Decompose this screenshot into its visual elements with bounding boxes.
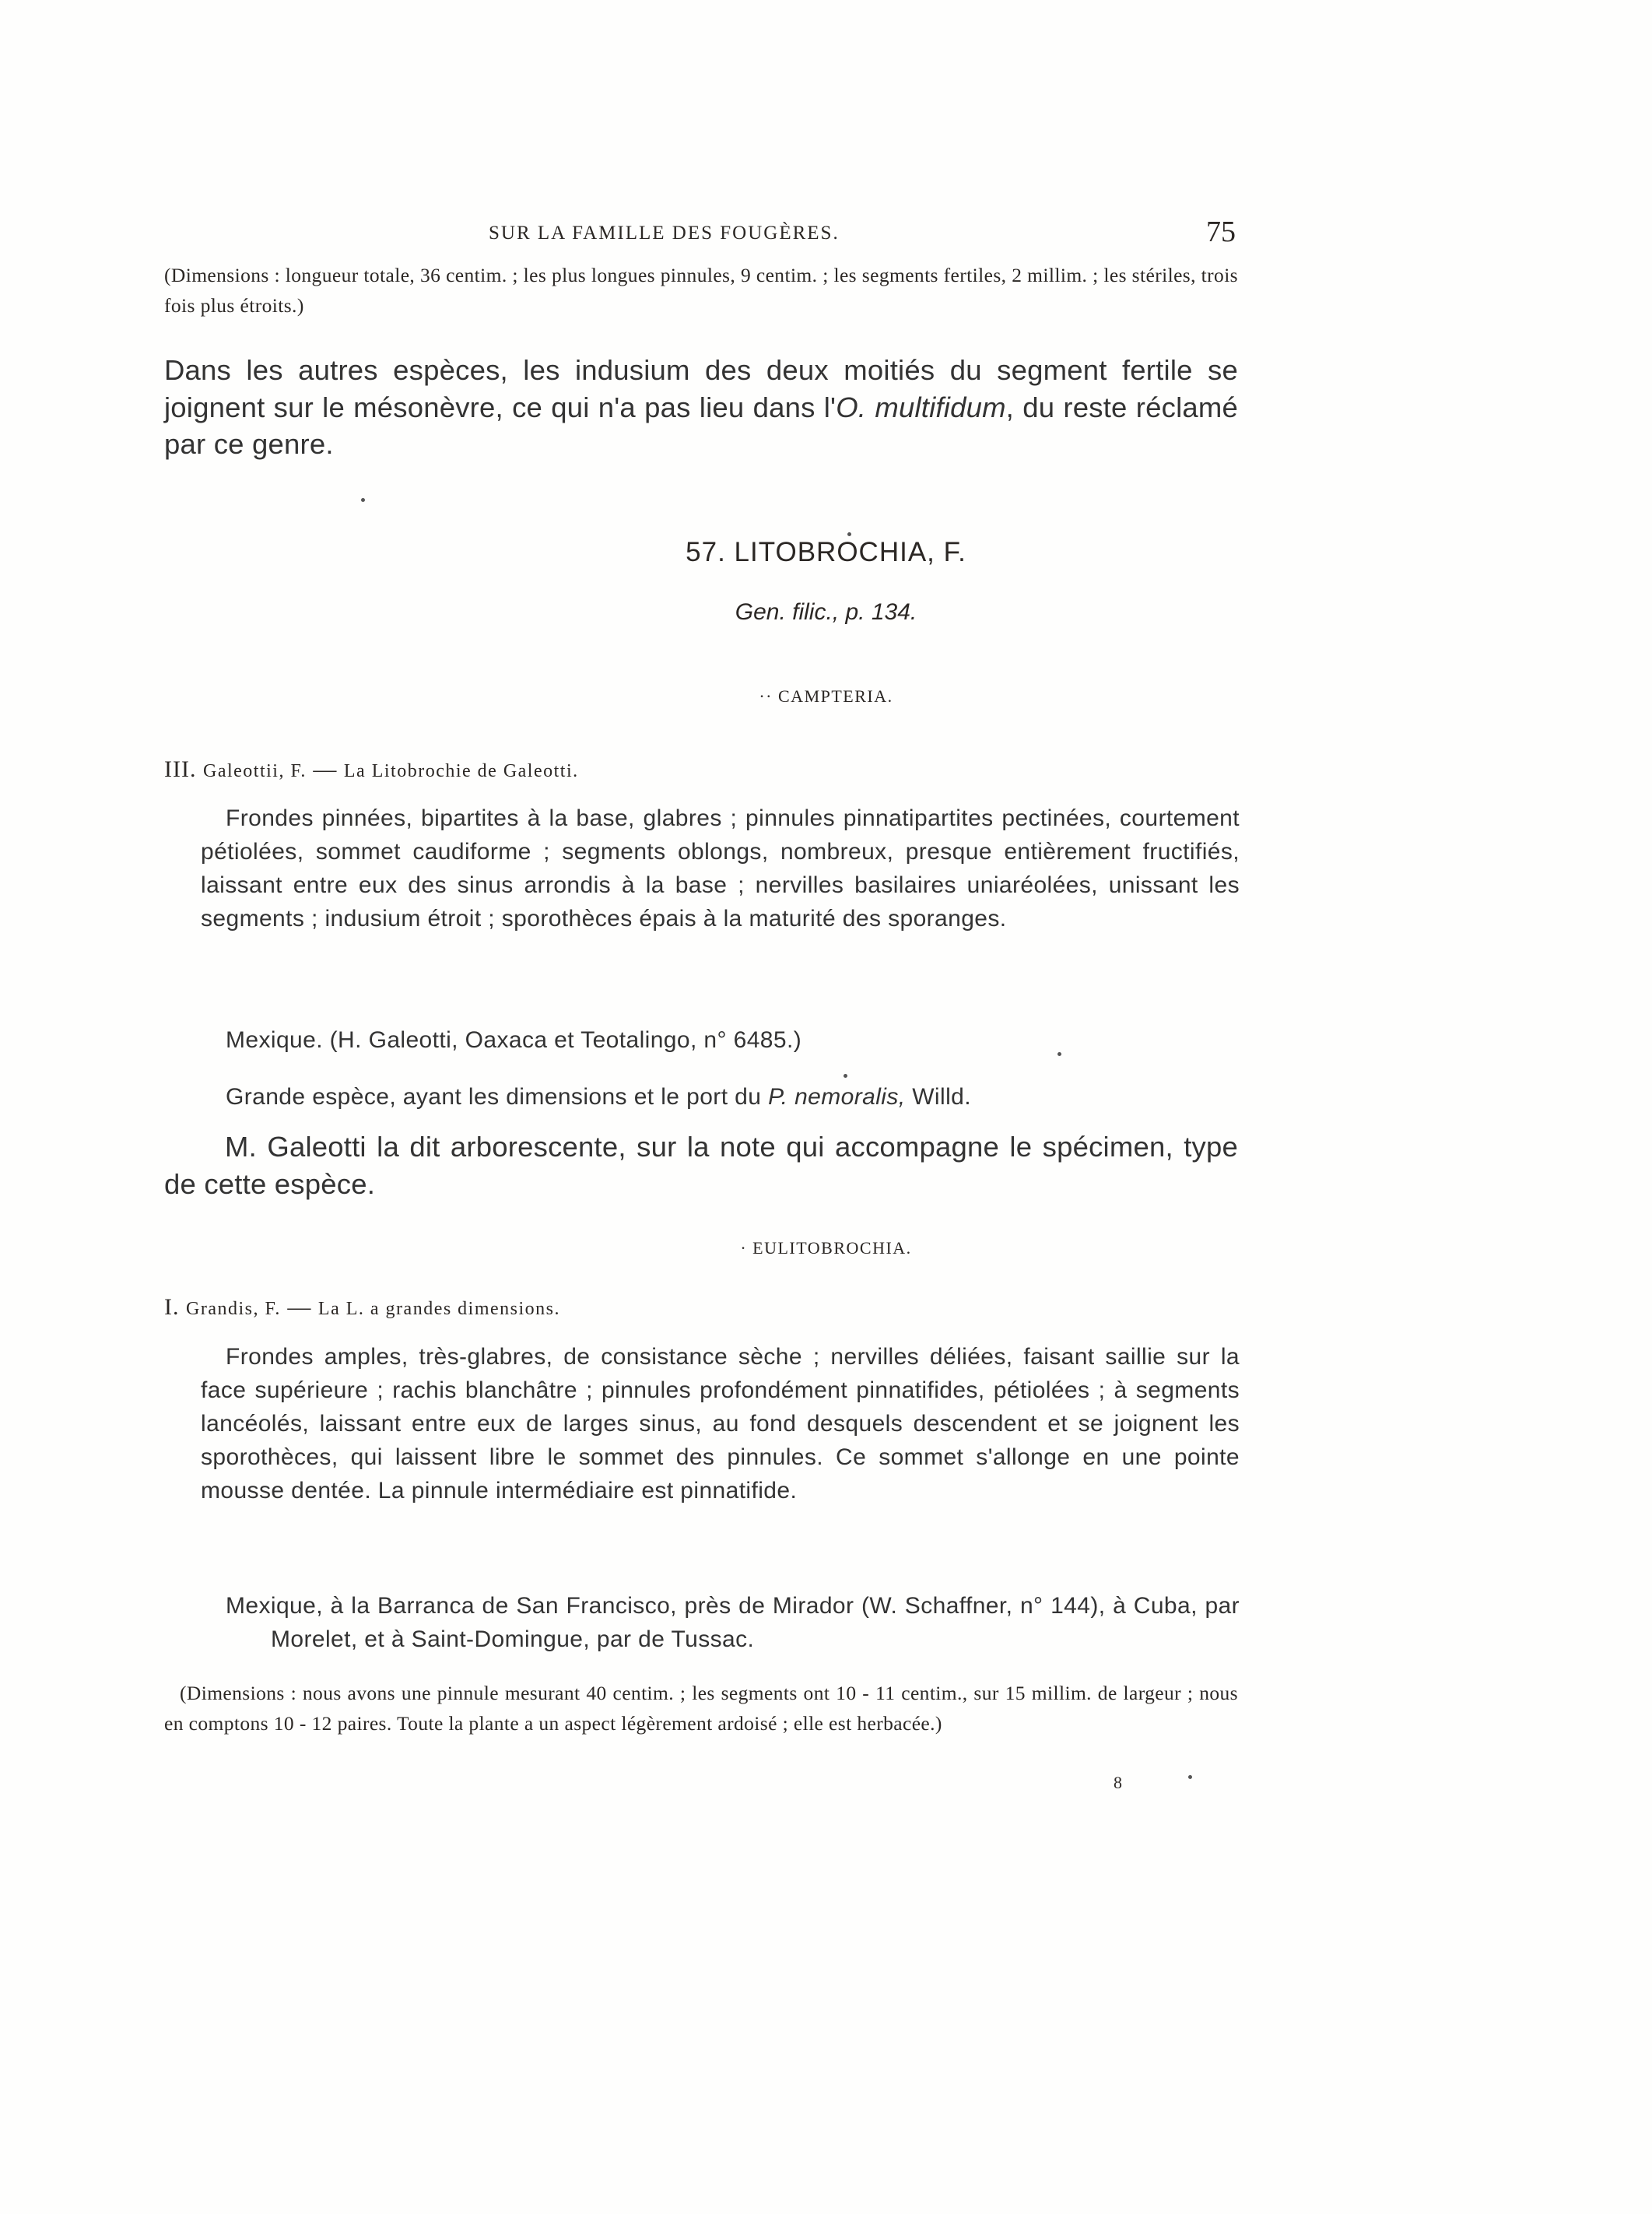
running-header: SUR LA FAMILLE DES FOUGÈRES.: [489, 223, 840, 244]
species-description: Frondes pinnées, bipartites à la base, glabres ; pinnules pinnatipartites pectinées, courtement pétiolées, sommet caudiforme ; segments oblongs, nombreux, presque entièrement fructifiés, laissant entre eux des sinus arrondis à la base ; nervilles basilaires uniaréolées, unissant les segments ; indusium étroit ; sporothèces épais à la maturité des sporanges.: [201, 805, 1240, 932]
note-text-end: Willd.: [905, 1084, 971, 1110]
species-note: [226, 1080, 971, 1114]
species-french-name: La L. a grandes dimensions.: [317, 1299, 561, 1319]
intro-text-end: , du reste réclamé par ce genre.: [164, 391, 1238, 460]
species-french-name: La Litobrochie de Galeotti.: [343, 761, 579, 781]
species-name: Grandis, F.: [186, 1299, 281, 1319]
dimensions-note-bottom: (Dimensions : nous avons une pinnule mesurant 40 centim. ; les segments ont 10 - 11 centim., sur 15 millim. de largeur ; nous en comptons 10 - 12 paires. Toute la plante a un aspect légèrement ardoisé ; elle est herbacée.): [164, 1682, 1238, 1735]
species-heading-galeottii: [164, 756, 579, 783]
ink-speck: [844, 1074, 847, 1078]
ink-speck: [361, 498, 365, 502]
dimensions-note-top: (Dimensions : longueur totale, 36 centim. ; les plus longues pinnules, 9 centim. ; les segments fertiles, 2 millim. ; les stériles, trois fois plus étroits.): [164, 264, 1238, 317]
subsection-eulitobrochia: · EULITOBROCHIA.: [740, 1238, 912, 1258]
page-number: 75: [1206, 216, 1236, 248]
intro-paragraph: [164, 352, 1238, 463]
ink-speck: [1057, 1052, 1061, 1056]
genus-heading: 57. LITOBROCHIA, F.: [686, 537, 966, 567]
intro-taxon-italic: O. multifidum: [836, 391, 1006, 423]
species-number: I.: [164, 1294, 180, 1320]
species-heading-grandis: [164, 1294, 560, 1321]
species-dash: —: [280, 1294, 318, 1320]
species-locality: Mexique. (H. Galeotti, Oaxaca et Teotalingo, n° 6485.): [226, 1027, 802, 1053]
ink-speck: [1188, 1775, 1192, 1779]
ink-speck: [847, 532, 851, 536]
species-comment: M. Galeotti la dit arborescente, sur la note qui accompagne le spécimen, type de cette espèce.: [164, 1131, 1238, 1200]
genus-reference: Gen. filic., p. 134.: [735, 599, 917, 625]
species-number: III.: [164, 756, 197, 782]
intro-text-start: Dans les autres espèces, les indusium des deux moitiés du segment fertile se joignent sur le mésonèvre, ce qui n'a pas lieu dans l': [164, 354, 1238, 423]
species-name: Galeottii, F.: [202, 761, 307, 781]
note-text-start: Grande espèce, ayant les dimensions et le port du: [226, 1084, 769, 1110]
species-dash: —: [306, 756, 344, 782]
signature-mark: 8: [1114, 1773, 1122, 1792]
species-locality: Mexique, à la Barranca de San Francisco, près de Mirador (W. Schaffner, n° 144), à Cuba, par Morelet, et à Saint-Domingue, par de Tussac.: [226, 1593, 1240, 1652]
subsection-campteria: ·· CAMPTERIA.: [759, 686, 893, 706]
species-description: Frondes amples, très-glabres, de consistance sèche ; nervilles déliées, faisant saillie sur la face supérieure ; rachis blanchâtre ; pinnules profondément pinnatifides, pétiolées ; à segments lancéolés, laissant entre eux de larges sinus, au fond desquels descendent et se joignent les sporothèces, qui laissent libre le sommet des pinnules. Ce sommet s'allonge en une pointe mousse dentée. La pinnule intermédiaire est pinnatifide.: [201, 1344, 1240, 1503]
note-taxon-italic: P. nemoralis,: [768, 1084, 906, 1110]
